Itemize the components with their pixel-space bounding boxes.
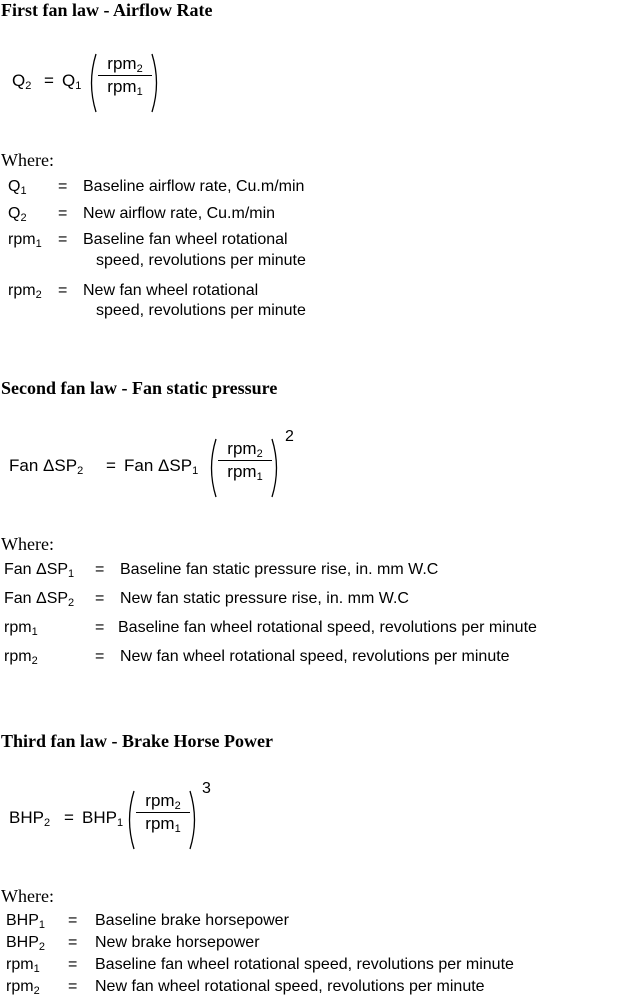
law2-heading: Second fan law - Fan static pressure: [1, 378, 278, 398]
law1-def1-term: Q: [8, 178, 21, 195]
law2-left-paren: [206, 437, 218, 499]
law2-fraction: [218, 439, 272, 482]
law1-rhs: Q: [62, 71, 76, 90]
law3-heading: Third fan law - Brake Horse Power: [1, 731, 273, 751]
law3-den: rpm: [145, 814, 175, 833]
law1-def4-desc: New fan wheel rotational: [83, 282, 259, 299]
law2-def4-term: rpm: [4, 648, 32, 665]
law3-num-sub: 2: [174, 800, 181, 812]
law3-def1-desc: Baseline brake horsepower: [95, 912, 289, 929]
law2-exponent: 2: [285, 428, 294, 445]
law1-def2-term: Q: [8, 205, 21, 222]
law1-where: Where:: [1, 150, 54, 170]
law1-def2-desc: New airflow rate, Cu.m/min: [83, 205, 276, 222]
law1-fraction-bar: [98, 75, 152, 76]
law3-equals: =: [64, 808, 74, 827]
law3-left-paren: [124, 789, 136, 851]
law2-def4-desc: New fan wheel rotational speed, revolutions per minute: [120, 648, 510, 665]
law1-def4-desc2: speed, revolutions per minute: [96, 302, 306, 319]
law2-rhs-sub: 1: [192, 465, 199, 477]
law3-def3-desc: Baseline fan wheel rotational speed, revolutions per minute: [95, 956, 514, 973]
law2-def2-term: Fan ΔSP: [4, 590, 69, 607]
law2-den-sub: 1: [256, 471, 263, 483]
law3-def4-term: rpm: [6, 978, 34, 995]
law1-num-sub: 2: [136, 63, 143, 75]
law1-lhs: Q: [12, 71, 26, 90]
law2-def3-term: rpm: [4, 619, 32, 636]
law2-def3-desc: Baseline fan wheel rotational speed, revolutions per minute: [118, 619, 537, 636]
law3-rhs: BHP: [82, 808, 117, 827]
law2-fraction-bar: [218, 460, 272, 461]
law1-num: rpm: [107, 54, 137, 73]
law2-equals: =: [106, 456, 116, 475]
law2-lhs: Fan ΔSP: [9, 456, 78, 475]
law3-lhs: BHP: [9, 808, 44, 827]
law1-fraction: [98, 54, 152, 97]
law1-lhs-sub: 2: [25, 80, 32, 92]
law2-lhs-sub: 2: [77, 465, 84, 477]
law3-rhs-sub: 1: [116, 817, 124, 829]
law2-where: Where:: [1, 534, 54, 554]
law1-den: rpm: [107, 77, 137, 96]
law3-def2-desc: New brake horsepower: [95, 934, 260, 951]
law2-def2-desc: New fan static pressure rise, in. mm W.C: [120, 590, 409, 607]
law1-right-paren: [150, 52, 162, 114]
law1-def4-term: rpm: [8, 282, 36, 299]
law1-def3-term: rpm: [8, 231, 36, 248]
law1-den-sub: 1: [136, 86, 143, 98]
law2-def1-desc: Baseline fan static pressure rise, in. mm W.C: [120, 561, 439, 578]
law1-rhs-sub: 1: [75, 80, 82, 92]
law3-lhs-sub: 2: [43, 817, 51, 829]
law1-def3-desc2: speed, revolutions per minute: [96, 252, 306, 269]
law1-left-paren: [86, 52, 98, 114]
law3-fraction: [136, 791, 190, 834]
law3-den-sub: 1: [174, 823, 181, 835]
law3-right-paren: [188, 789, 200, 851]
law2-den: rpm: [227, 462, 257, 481]
law3-def1-term: BHP: [6, 912, 39, 929]
law3-num: rpm: [145, 791, 175, 810]
law3-def4-desc: New fan wheel rotational speed, revolutions per minute: [95, 978, 485, 995]
law2-num: rpm: [227, 439, 257, 458]
law3-where: Where:: [1, 886, 54, 906]
law3-fraction-bar: [136, 812, 190, 813]
law3-exponent: 3: [202, 780, 211, 797]
law1-def3-desc: Baseline fan wheel rotational: [83, 231, 288, 248]
law2-num-sub: 2: [256, 448, 263, 460]
law2-right-paren: [270, 437, 282, 499]
law2-def1-term: Fan ΔSP: [4, 561, 69, 578]
law1-def1-desc: Baseline airflow rate, Cu.m/min: [83, 178, 305, 195]
law3-def2-term: BHP: [6, 934, 39, 951]
law3-def3-term: rpm: [6, 956, 34, 973]
law2-rhs: Fan ΔSP: [124, 456, 193, 475]
law1-heading: First fan law - Airflow Rate: [1, 0, 213, 20]
law1-equals: =: [44, 71, 54, 90]
